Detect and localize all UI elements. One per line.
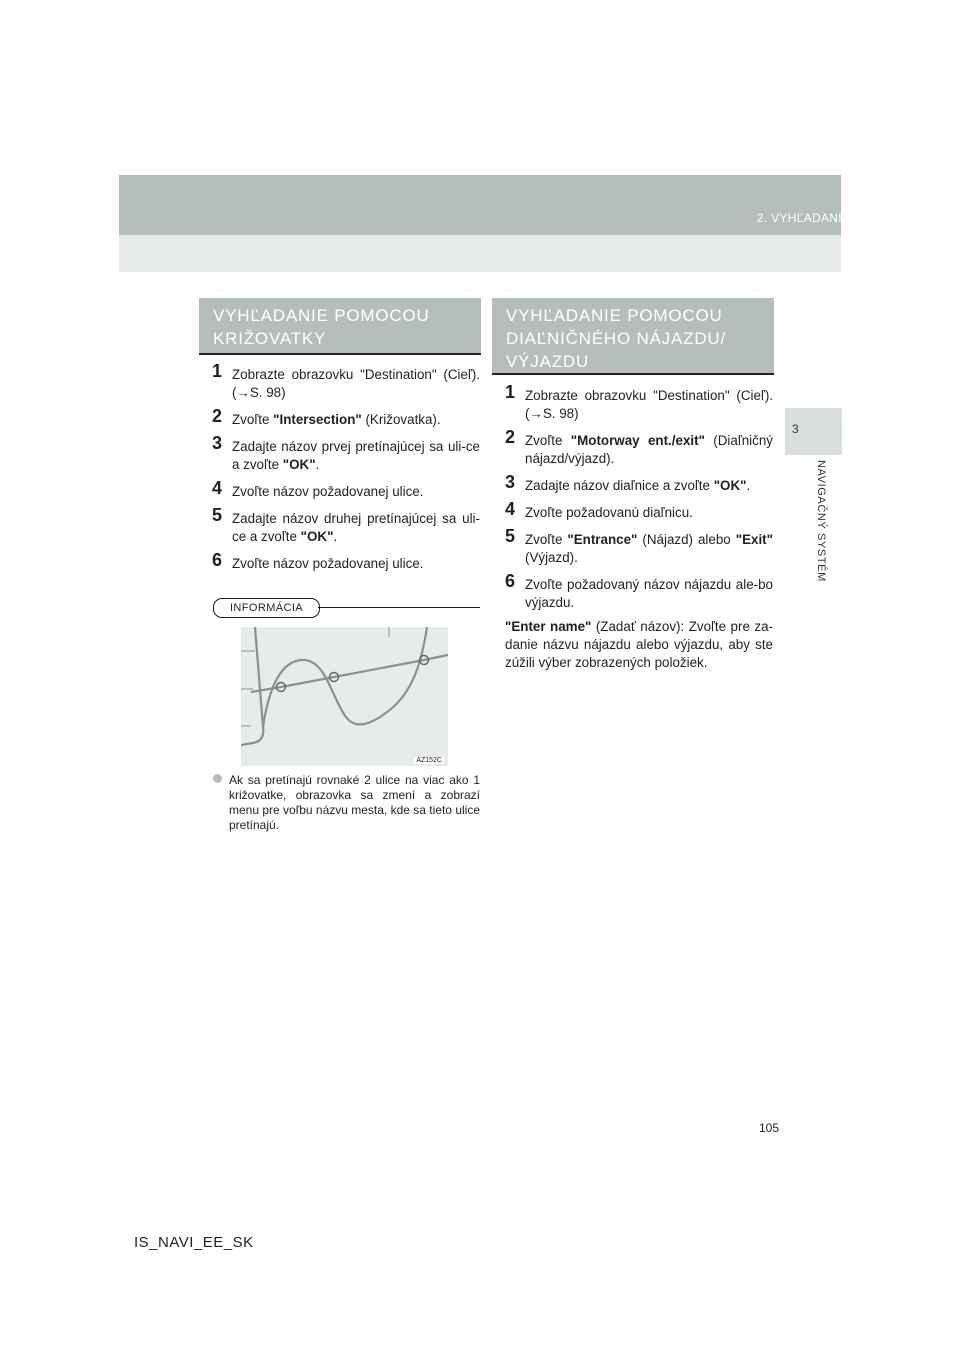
step	[505, 526, 773, 567]
step-text: .	[333, 529, 338, 544]
step	[212, 406, 480, 429]
page-number: 105	[759, 1121, 780, 1135]
step-number: 3	[505, 472, 516, 492]
document-code: IS_NAVI_EE_SK	[134, 1234, 254, 1251]
step-text: Zadajte názov prvej pretínajúcej sa uli-ce a zvoľte	[232, 439, 480, 472]
step-number: 2	[505, 427, 516, 447]
info-label: INFORMÁCIA	[213, 598, 320, 618]
step	[212, 550, 480, 573]
step-text: Zvoľte	[525, 532, 568, 547]
step-text: Zvoľte	[525, 433, 571, 448]
step-number: 1	[212, 361, 223, 381]
step-text: Zadajte názov diaľnice a zvoľte	[525, 478, 714, 493]
step-number: 6	[212, 550, 223, 570]
step-option: "OK"	[713, 478, 747, 493]
step-text: Zvoľte názov požadovanej ulice.	[232, 556, 424, 571]
step-text: Zvoľte	[232, 412, 274, 427]
info-note	[213, 773, 480, 833]
step-text: Zobrazte obrazovku "Destination" (Cieľ). (→S. 98)	[525, 388, 773, 421]
step	[212, 478, 480, 501]
enter-name-paragraph	[505, 618, 773, 672]
step-number: 5	[212, 505, 223, 525]
step-text: Zvoľte požadovanú diaľnicu.	[525, 505, 693, 520]
bullet-icon	[213, 774, 222, 783]
figure-code: AZ152C	[416, 757, 442, 764]
step	[505, 382, 773, 423]
step-text: Zvoľte názov požadovanej ulice.	[232, 484, 424, 499]
enter-name-text: (Zadať názov): Zvoľte pre za-danie názvu nájazdu alebo výjazdu, aby ste zúžili výber zobrazených položiek.	[505, 619, 773, 670]
step-text: Zobrazte obrazovku "Destination" (Cieľ). (→S. 98)	[232, 367, 480, 400]
step-option: "Entrance"	[567, 532, 638, 547]
step	[505, 472, 773, 495]
step-option: "Motorway ent./exit"	[570, 433, 705, 448]
step-number: 4	[505, 499, 516, 519]
step-number: 4	[212, 478, 223, 498]
section-heading-intersection: VYHĽADANIE POMOCOU KRIŽOVATKY	[199, 298, 481, 355]
enter-name-option: "Enter name"	[505, 619, 592, 634]
street-curves-illustration	[241, 627, 448, 766]
step	[212, 361, 480, 402]
step-option: "OK"	[282, 457, 316, 472]
step-number: 2	[212, 406, 223, 426]
step	[505, 427, 773, 468]
step-number: 5	[505, 526, 516, 546]
step	[505, 499, 773, 522]
step-text: (Nájazd) alebo	[637, 532, 736, 547]
header-band	[119, 175, 841, 235]
note-text: Ak sa pretínajú rovnaké 2 ulice na viac ako 1 križovatke, obrazovka sa zmení a zobrazí menu pre voľbu názvu mesta, kde sa tieto ulice pretínajú.	[229, 773, 480, 832]
step-text: (Diaľničný nájazd/výjazd).	[525, 433, 773, 466]
chapter-number: 3	[792, 422, 799, 436]
step	[505, 571, 773, 612]
step-text: (Križovatka).	[361, 412, 441, 427]
step-text: .	[746, 478, 751, 493]
chapter-label: NAVIGAČNÝ SYSTÉM	[815, 460, 827, 582]
step-text: Zadajte názov druhej pretínajúcej sa uli-ce a zvoľte	[232, 511, 480, 544]
step	[212, 505, 480, 546]
step	[212, 433, 480, 474]
step-number: 6	[505, 571, 516, 591]
header-band-lower	[119, 235, 841, 272]
step-text: .	[315, 457, 320, 472]
header-title: 2. VYHĽADANIE CIEĽA	[756, 211, 890, 225]
left-steps	[212, 361, 480, 582]
step-option: "OK"	[300, 529, 334, 544]
right-steps	[505, 382, 773, 672]
info-divider	[318, 607, 480, 608]
step-text: (Výjazd).	[525, 550, 578, 565]
step-text: Zvoľte požadovaný názov nájazdu ale-bo výjazdu.	[525, 577, 773, 610]
step-number: 3	[212, 433, 223, 453]
step-option: "Intersection"	[273, 412, 362, 427]
section-heading-motorway: VYHĽADANIE POMOCOU DIAĽNIČNÉHO NÁJAZDU/ VÝJAZDU	[492, 298, 774, 375]
step-option: "Exit"	[735, 532, 773, 547]
intersection-illustration	[241, 627, 448, 766]
step-number: 1	[505, 382, 516, 402]
